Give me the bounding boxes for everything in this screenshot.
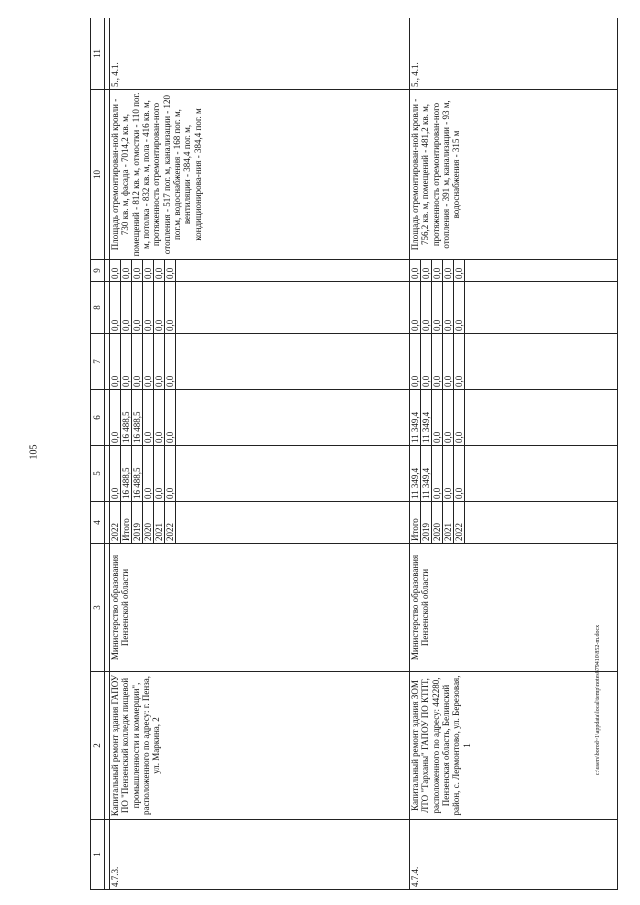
funding-local [410,282,618,334]
funding-local [110,282,410,334]
header-cell: 4 [91,502,105,544]
row-number-text: 4.7.3. [110,866,120,887]
funding-local-value: 0,0 [154,282,165,333]
funding-other-value: 0,0 [421,260,432,281]
page-number: 105 [28,444,40,460]
funding-total-value: 0,0 [443,446,454,501]
file-path-footer: c:\users\borod~1\appdata\local\temp\notes879410\852-m.docx [595,624,601,776]
funding-total-value: 0,0 [454,446,465,501]
header-cell: 3 [91,544,105,672]
header-cell: 7 [91,334,105,390]
funding-regional-value: 11 349,4 [421,390,432,445]
header-row [91,18,105,890]
table-area [90,18,626,890]
program-table [90,18,618,890]
funding-local-value: 0,0 [432,282,443,333]
rotated-table-wrapper [90,18,626,890]
funding-local-value: 0,0 [110,282,121,333]
expected-result [110,90,410,260]
year-list-value: Итого [410,502,421,543]
year-list-value: 2019 [421,502,432,543]
funding-total-value: 11 349,4 [410,446,421,501]
funding-regional-value: 0,0 [143,390,154,445]
funding-other-value: 0,0 [454,260,465,281]
funding-total-value: 0,0 [165,446,176,501]
funding-total-value: 0,0 [143,446,154,501]
year-list-value: 2021 [443,502,454,543]
header-cell: 10 [91,90,105,260]
year-list-value: 2022 [110,502,121,543]
funding-federal-value: 0,0 [165,334,176,389]
funding-other-value: 0,0 [432,260,443,281]
header-cell: 5 [91,446,105,502]
year-list [110,502,410,544]
funding-regional-value: 16 488,5 [132,390,143,445]
funding-federal-value: 0,0 [410,334,421,389]
table-row [410,18,618,890]
funding-total [410,446,618,502]
year-list-value: 2020 [432,502,443,543]
funding-federal-value: 0,0 [121,334,132,389]
funding-other-value: 0,0 [121,260,132,281]
measure-name-text: Капитальный ремонт здания ЗОМ ЛТО "Тарханы" ГАПОУ ПО КТПТ, расположенного по адресу: 442280, Пензенская область, Белинский район, с. Лермонтово, ул. Березовая, 1 [410,675,472,816]
executor-text: Министерство образования Пензенской области [410,554,431,661]
measure-name [110,672,410,820]
funding-other-value: 0,0 [154,260,165,281]
funding-federal-value: 0,0 [432,334,443,389]
indicator-ref-text: 5., 4.1. [110,62,120,87]
funding-regional-value: 0,0 [454,390,465,445]
funding-total-value: 16 488,5 [132,446,143,501]
funding-other-value: 0,0 [110,260,121,281]
executor-text: Министерство образования Пензенской области [110,554,131,661]
funding-federal-value: 0,0 [132,334,143,389]
expected-result [410,90,618,260]
funding-regional [410,390,618,446]
funding-total-value: 0,0 [110,446,121,501]
funding-other-value: 0,0 [143,260,154,281]
year-list-value: 2020 [143,502,154,543]
executor [410,544,618,672]
funding-other-value: 0,0 [443,260,454,281]
funding-local-value: 0,0 [454,282,465,333]
funding-other [410,260,618,282]
funding-regional-value: 0,0 [443,390,454,445]
funding-other-value: 0,0 [165,260,176,281]
funding-other-value: 0,0 [132,260,143,281]
row-number-text: 4.7.4. [410,866,420,887]
funding-local-value: 0,0 [143,282,154,333]
year-list-value: 2019 [132,502,143,543]
funding-federal-value: 0,0 [454,334,465,389]
header-cell: 1 [91,820,105,890]
funding-local-value: 0,0 [132,282,143,333]
funding-regional-value: 0,0 [154,390,165,445]
funding-regional-value: 0,0 [110,390,121,445]
funding-federal-value: 0,0 [110,334,121,389]
funding-total-value: 0,0 [154,446,165,501]
expected-result-text: Площадь отремонтирован-ной кровли - 756,2 кв. м, помещений - 481,2 кв. м, протяженность отремонтирован-ного отопления - 391 м, канализации - 93 м, водоснабжения - 315 м [410,98,462,251]
funding-local-value: 0,0 [421,282,432,333]
indicator-ref-text: 5., 4.1. [410,62,420,87]
funding-local-value: 0,0 [443,282,454,333]
funding-local-value: 0,0 [121,282,132,333]
funding-regional [110,390,410,446]
funding-local-value: 0,0 [410,282,421,333]
funding-federal [110,334,410,390]
indicator-ref [110,18,410,90]
funding-total-value: 16 488,5 [121,446,132,501]
funding-federal-value: 0,0 [154,334,165,389]
year-list-value: 2022 [165,502,176,543]
funding-total-value: 0,0 [432,446,443,501]
funding-regional-value: 11 349,4 [410,390,421,445]
header-cell: 8 [91,282,105,334]
measure-name [410,672,618,820]
funding-regional-value: 16 488,5 [121,390,132,445]
year-list-value: 2021 [154,502,165,543]
executor [110,544,410,672]
funding-local-value: 0,0 [165,282,176,333]
year-list-value: 2022 [454,502,465,543]
row-number [110,820,410,890]
header-cell: 6 [91,390,105,446]
row-number [410,820,618,890]
funding-other-value: 0,0 [410,260,421,281]
funding-federal-value: 0,0 [443,334,454,389]
funding-federal-value: 0,0 [143,334,154,389]
funding-federal [410,334,618,390]
funding-other [110,260,410,282]
funding-federal-value: 0,0 [421,334,432,389]
header-cell: 11 [91,18,105,90]
expected-result-text: Площадь отремонтирован-ной кровли - 730 кв. м, фасада - 7014,2 кв. м, помещений - 812 кв. м, отмостки - 110 пог. м, потолка - 832 кв. м, пола - 416 кв. м, протяженность отремонтирован-ного отопления - 517 пог. м, канализации - 120 пог.м, водоснабжения - 168 пог. м, вентиляции - 384,4 пог. м, кондиционирова-ния - 384,4 пог. м [110,92,203,257]
header-cell: 9 [91,260,105,282]
funding-total-value: 11 349,4 [421,446,432,501]
year-list-value: Итого [121,502,132,543]
measure-name-text: Капитальный ремонт здания ГАПОУ ПО "Пензенский колледж пищевой промышленности и коммерции", расположенного по адресу: г. Пенза, ул. Маркина, 2 [110,674,162,817]
table-row [110,18,410,890]
funding-total [110,446,410,502]
header-cell: 2 [91,672,105,820]
indicator-ref [410,18,618,90]
funding-regional-value: 0,0 [165,390,176,445]
funding-regional-value: 0,0 [432,390,443,445]
year-list [410,502,618,544]
